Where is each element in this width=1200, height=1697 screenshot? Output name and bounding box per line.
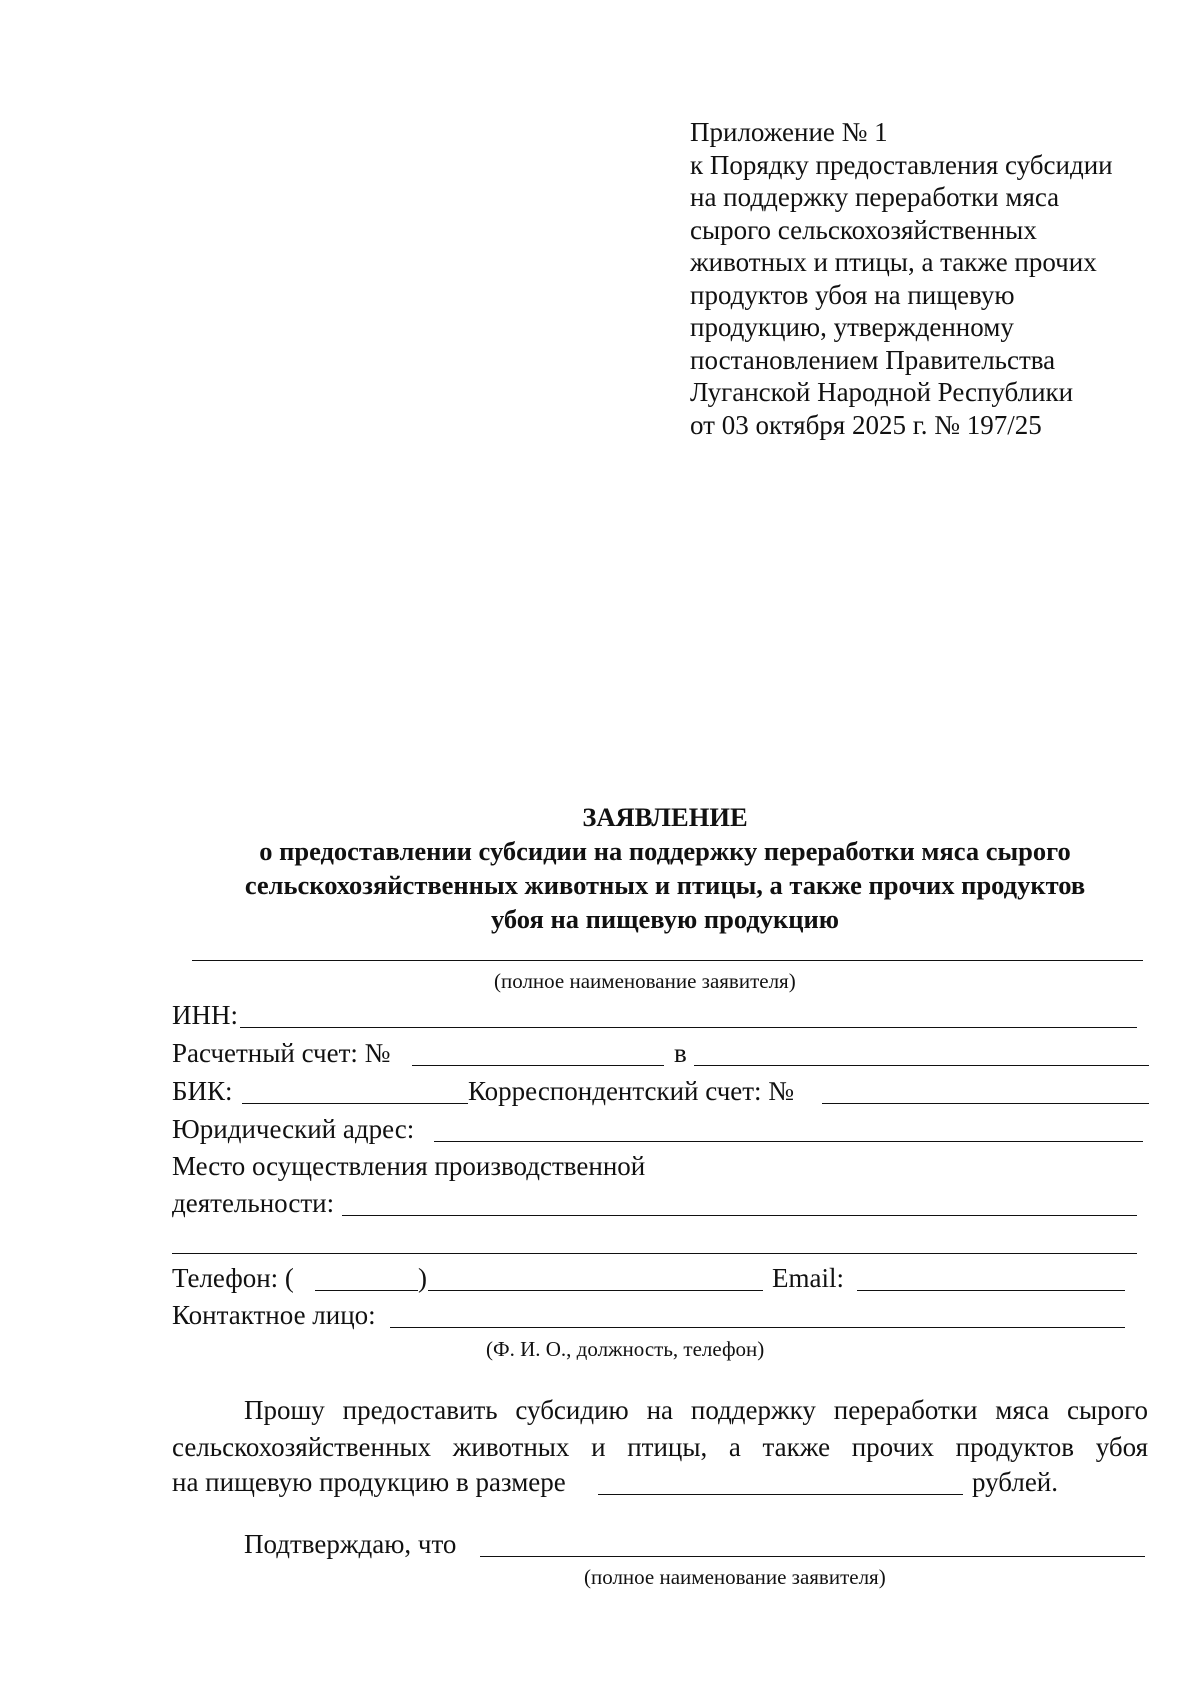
- confirm-label: Подтверждаю, что: [244, 1529, 457, 1559]
- bik-field[interactable]: [242, 1103, 468, 1104]
- applicant-name-field[interactable]: [192, 960, 1143, 961]
- corr-account-field[interactable]: [822, 1103, 1149, 1104]
- legal-address-label: Юридический адрес:: [172, 1114, 415, 1144]
- title-main: ЗАЯВЛЕНИЕ: [582, 802, 748, 832]
- request-paragraph: [172, 1392, 1148, 1466]
- appendix-header: [690, 116, 1170, 441]
- account-bank-label: в: [674, 1038, 687, 1068]
- production-place-label: Место осуществления производственной: [172, 1151, 646, 1181]
- request-line-1: Прошу предоставить субсидию на поддержку переработки мяса сырого: [244, 1395, 1148, 1425]
- confirm-caption: (полное наименование заявителя): [584, 1565, 886, 1589]
- title-line: сельскохозяйственных животных и птицы, а также прочих продуктов: [244, 870, 1086, 900]
- subsidy-amount-field[interactable]: [598, 1494, 963, 1495]
- production-place-field-2[interactable]: [172, 1253, 1137, 1254]
- email-field[interactable]: [857, 1290, 1125, 1291]
- document-title: [130, 800, 1200, 936]
- account-number-field[interactable]: [412, 1065, 664, 1066]
- title-line: убоя на пищевую продукцию: [490, 904, 840, 934]
- request-line-2: сельскохозяйственных животных и птицы, а также прочих продуктов убоя: [172, 1432, 1148, 1462]
- confirm-applicant-field[interactable]: [480, 1556, 1145, 1557]
- phone-label: Телефон: (: [172, 1263, 294, 1293]
- corr-account-label: Корреспондентский счет: №: [468, 1076, 795, 1106]
- request-line-3-suffix: рублей.: [972, 1467, 1059, 1497]
- appendix-line: Приложение № 1: [690, 117, 888, 147]
- contact-person-label: Контактное лицо:: [172, 1300, 376, 1330]
- contact-caption: (Ф. И. О., должность, телефон): [486, 1337, 765, 1361]
- inn-label: ИНН:: [172, 1000, 238, 1030]
- account-label: Расчетный счет: №: [172, 1038, 391, 1068]
- appendix-line: к Порядку предоставления субсидии: [690, 149, 1113, 180]
- applicant-caption: (полное наименование заявителя): [494, 969, 796, 993]
- legal-address-field[interactable]: [434, 1141, 1143, 1142]
- contact-person-field[interactable]: [390, 1327, 1125, 1328]
- appendix-line: продукцию, утвержденному: [690, 312, 1014, 342]
- appendix-line: сырого сельскохозяйственных: [690, 214, 1037, 245]
- request-line-3-prefix: на пищевую продукцию в размере: [172, 1467, 566, 1497]
- inn-field[interactable]: [240, 1027, 1137, 1028]
- account-bank-field[interactable]: [694, 1065, 1149, 1066]
- phone-number-field[interactable]: [428, 1290, 763, 1291]
- production-place-field[interactable]: [342, 1215, 1137, 1216]
- appendix-line: животных и птицы, а также прочих: [690, 247, 1097, 277]
- appendix-line: продуктов убоя на пищевую: [690, 279, 1015, 310]
- title-line: о предоставлении субсидии на поддержку переработки мяса сырого: [259, 836, 1071, 866]
- phone-code-field[interactable]: [315, 1290, 418, 1291]
- production-place-label-2: деятельности:: [172, 1188, 335, 1218]
- appendix-line: на поддержку переработки мяса: [690, 182, 1060, 212]
- appendix-line: постановлением Правительства: [690, 344, 1056, 375]
- appendix-line: от 03 октября 2025 г. № 197/25: [690, 409, 1042, 440]
- email-label: Email:: [772, 1263, 844, 1293]
- phone-paren: ): [418, 1263, 427, 1293]
- appendix-line: Луганской Народной Республики: [690, 377, 1074, 407]
- bik-label: БИК:: [172, 1076, 233, 1106]
